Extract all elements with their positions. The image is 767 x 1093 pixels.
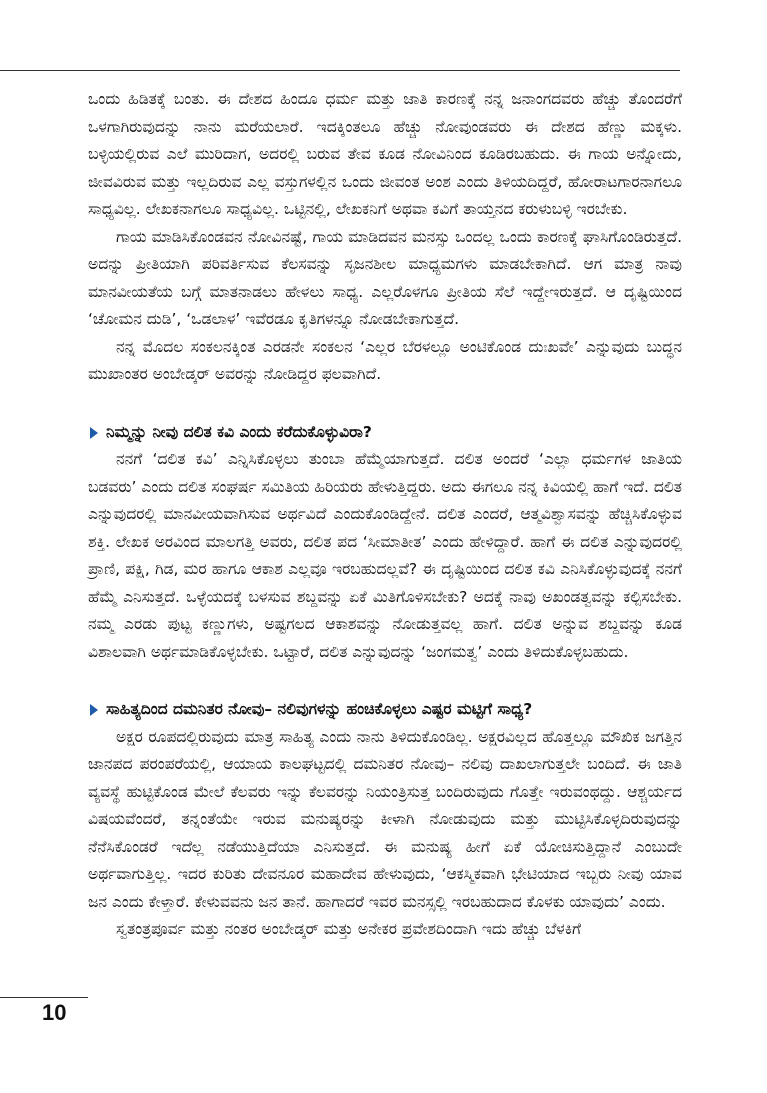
triangle-bullet-icon	[90, 427, 98, 439]
paragraph-intro-3: ನನ್ನ ಮೊದಲ ಸಂಕಲನಕ್ಕಿಂತ ಎರಡನೇ ಸಂಕಲನ ‘ಎಲ್ಲರ ಬೆರಳಲ್ಲೂ ಅಂಟಿಕೊಂಡ ದುಃಖವೇ’ ಎನ್ನುವುದು ಬುದ್ಧನ ಮುಖಾಂತರ ಅಂಬೇಡ್ಕರ್ ಅವರನ್ನು ನೋಡಿದ್ದರ ಫಲವಾಗಿದೆ.	[88, 337, 682, 383]
question-heading-1	[88, 419, 682, 447]
question-heading-2	[88, 696, 682, 724]
answer-paragraph-2-continued: ಸ್ವತಂತ್ರಪೂರ್ವ ಮತ್ತು ನಂತರ ಅಂಬೇಡ್ಕರ್ ಮತ್ತು ಅನೇಕರ ಪ್ರವೇಶದಿಂದಾಗಿ ಇದು ಹೆಚ್ಚು ಬೆಳಕಿಗೆ	[116, 920, 581, 938]
triangle-bullet-icon	[90, 704, 98, 716]
top-rule	[0, 70, 680, 71]
answer-paragraph-2: ಅಕ್ಷರ ರೂಪದಲ್ಲಿರುವುದು ಮಾತ್ರ ಸಾಹಿತ್ಯ ಎಂದು ನಾನು ತಿಳಿದುಕೊಂಡಿಲ್ಲ. ಅಕ್ಷರವಿಲ್ಲದ ಹೊತ್ತಲ್ಲೂ ಮೌಖಿಕ ಜಗತ್ತಿನ ಜಾನಪದ ಪರಂಪರೆಯಲ್ಲಿ, ಆಯಾಯ ಕಾಲಘಟ್ಟದಲ್ಲಿ ದಮನಿತರ ನೋವು– ನಲಿವು ದಾಖಲಾಗುತ್ತಲೇ ಬಂದಿದೆ. ಈ ಜಾತಿ ವ್ಯವಸ್ಥೆ ಹುಟ್ಟಿಕೊಂಡ ಮೇಲೆ ಕೆಲವರು ಇನ್ನು ಕೆಲವರನ್ನು ನಿಯಂತ್ರಿಸುತ್ತ ಬಂದಿರುವುದು ಗೊತ್ತೇ ಇರುವಂಥದ್ದು. ಆಶ್ಚರ್ಯದ ವಿಷಯವೆಂದರೆ, ತನ್ನಂತೆಯೇ ಇರುವ ಮನುಷ್ಯರನ್ನು ಕೀಳಾಗಿ ನೋಡುವುದು ಮತ್ತು ಮುಟ್ಟಿಸಿಕೊಳ್ಳದಿರುವುದನ್ನು ನೆನೆಸಿಕೊಂಡರೆ ಇದೆಲ್ಲ ನಡೆಯುತ್ತಿದೆಯಾ ಎನಿಸುತ್ತದೆ. ಈ ಮನುಷ್ಯ ಹೀಗೆ ಏಕೆ ಯೋಚಿಸುತ್ತಿದ್ದಾನೆ ಎಂಬುದೇ ಅರ್ಥವಾಗುತ್ತಿಲ್ಲ. ಇದರ ಕುರಿತು ದೇವನೂರ ಮಹಾದೇವ ಹೇಳುವುದು, ‘ಆಕಸ್ಮಿಕವಾಗಿ ಭೇಟಿಯಾದ ಇಬ್ಬರು ನೀವು ಯಾವ ಜನ ಎಂದು ಕೇಳ್ತಾರೆ. ಕೇಳುವವನು ಜನ ತಾನೆ. ಹಾಗಾದರೆ ಇವರ ಮನಸ್ಸಲ್ಲಿ ಇರಬಹುದಾದ ಕೊಳಕು ಯಾವುದು’ ಎಂದು.	[88, 727, 682, 911]
paragraph-intro-1: ಒಂದು ಹಿಡಿತಕ್ಕೆ ಬಂತು. ಈ ದೇಶದ ಹಿಂದೂ ಧರ್ಮ ಮತ್ತು ಜಾತಿ ಕಾರಣಕ್ಕೆ ನನ್ನ ಜನಾಂಗದವರು ಹೆಚ್ಚು ತೊಂದರೆಗೆ ಒಳಗಾಗಿರುವುದನ್ನು ನಾನು ಮರೆಯಲಾರೆ. ಇದಕ್ಕಿಂತಲೂ ಹೆಚ್ಚು ನೋವುಂಡವರು ಈ ದೇಶದ ಹೆಣ್ಣು ಮಕ್ಕಳು. ಬಳ್ಳಿಯಲ್ಲಿರುವ ಎಲೆ ಮುರಿದಾಗ, ಅದರಲ್ಲಿ ಬರುವ ತೇವ ಕೂಡ ನೋವಿನಿಂದ ಕೂಡಿರಬಹುದು. ಈ ಗಾಯ ಅನ್ನೋದು, ಜೀವವಿರುವ ಮತ್ತು ಇಲ್ಲದಿರುವ ಎಲ್ಲ ವಸ್ತುಗಳಲ್ಲಿನ ಒಂದು ಜೀವಂತ ಅಂಶ ಎಂದು ತಿಳಿಯದಿದ್ದರೆ, ಹೋರಾಟಗಾರನಾಗಲೂ ಸಾಧ್ಯವಿಲ್ಲ. ಲೇಖಕನಾಗಲೂ ಸಾಧ್ಯವಿಲ್ಲ. ಒಟ್ಟಿನಲ್ಲಿ, ಲೇಖಕನಿಗೆ ಅಥವಾ ಕವಿಗೆ ತಾಯ್ತನದ ಕರುಳುಬಳ್ಳಿ ಇರಬೇಕು.	[88, 90, 682, 218]
paragraph-intro-2: ಗಾಯ ಮಾಡಿಸಿಕೊಂಡವನ ನೋವಿನಷ್ಟೆ, ಗಾಯ ಮಾಡಿದವನ ಮನಸ್ಸು ಒಂದಲ್ಲ ಒಂದು ಕಾರಣಕ್ಕೆ ಘಾಸಿಗೊಂಡಿರುತ್ತದೆ. ಅದನ್ನು ಪ್ರೀತಿಯಾಗಿ ಪರಿವರ್ತಿಸುವ ಕೆಲಸವನ್ನು ಸೃಜನಶೀಲ ಮಾಧ್ಯಮಗಳು ಮಾಡಬೇಕಾಗಿದೆ. ಆಗ ಮಾತ್ರ ನಾವು ಮಾನವೀಯತೆಯ ಬಗ್ಗೆ ಮಾತನಾಡಲು ಹೇಳಲು ಸಾಧ್ಯ. ಎಲ್ಲರೊಳಗೂ ಪ್ರೀತಿಯ ಸೆಲೆ ಇದ್ದೇಇರುತ್ತದೆ. ಆ ದೃಷ್ಟಿಯಿಂದ ‘ಚೋಮನ ದುಡಿ’, ‘ಒಡಲಾಳ’ ಇವೆರಡೂ ಕೃತಿಗಳನ್ನೂ ನೋಡಬೇಕಾಗುತ್ತದೆ.	[88, 227, 682, 328]
question-text-1: ನಿಮ್ಮನ್ನು ನೀವು ದಲಿತ ಕವಿ ಎಂದು ಕರೆದುಕೊಳ್ಳುವಿರಾ?	[106, 422, 372, 441]
bottom-rule	[0, 997, 88, 998]
answer-paragraph-1: ನನಗೆ ‘ದಲಿತ ಕವಿ’ ಎನ್ನಿಸಿಕೊಳ್ಳಲು ತುಂಬಾ ಹೆಮ್ಮೆಯಾಗುತ್ತದೆ. ದಲಿತ ಅಂದರೆ ‘ಎಲ್ಲಾ ಧರ್ಮಗಳ ಜಾತಿಯ ಬಡವರು’ ಎಂದು ದಲಿತ ಸಂಘರ್ಷ ಸಮಿತಿಯ ಹಿರಿಯರು ಹೇಳುತ್ತಿದ್ದರು. ಅದು ಈಗಲೂ ನನ್ನ ಕಿವಿಯಲ್ಲಿ ಹಾಗೆ ಇದೆ. ದಲಿತ ಎನ್ನುವುದರಲ್ಲಿ ಮಾನವೀಯವಾಗಿಸುವ ಅರ್ಥವಿದೆ ಎಂದುಕೊಂಡಿದ್ದೇನೆ. ದಲಿತ ಎಂದರೆ, ಆತ್ಮವಿಶ್ವಾಸವನ್ನು ಹೆಚ್ಚಿಸಿಕೊಳ್ಳುವ ಶಕ್ತಿ. ಲೇಖಕ ಅರವಿಂದ ಮಾಲಗತ್ತಿ ಅವರು, ದಲಿತ ಪದ ‘ಸೀಮಾತೀತ’ ಎಂದು ಹೇಳಿದ್ದಾರೆ. ಹಾಗೆ ಈ ದಲಿತ ಎನ್ನುವುದರಲ್ಲಿ ಪ್ರಾಣಿ, ಪಕ್ಷಿ, ಗಿಡ, ಮರ ಹಾಗೂ ಆಕಾಶ ಎಲ್ಲವೂ ಇರಬಹುದಲ್ಲವೆ? ಈ ದೃಷ್ಟಿಯಿಂದ ದಲಿತ ಕವಿ ಎನಿಸಿಕೊಳ್ಳುವುದಕ್ಕೆ ನನಗೆ ಹೆಮ್ಮೆ ಎನಿಸುತ್ತದೆ. ಒಳ್ಳೆಯದಕ್ಕೆ ಬಳಸುವ ಶಬ್ದವನ್ನು ಏಕೆ ಮಿತಿಗೊಳಿಸಬೇಕು? ಅದಕ್ಕೆ ನಾವು ಅಖಂಡತ್ವವನ್ನು ಕಲ್ಪಿಸಬೇಕು. ನಮ್ಮ ಎರಡು ಪುಟ್ಟ ಕಣ್ಣುಗಳು, ಅಷ್ಟಗಲದ ಆಕಾಶವನ್ನು ನೋಡುತ್ತವಲ್ಲ ಹಾಗೆ. ದಲಿತ ಅನ್ನುವ ಶಬ್ದವನ್ನು ಕೂಡ ವಿಶಾಲವಾಗಿ ಅರ್ಥಮಾಡಿಕೊಳ್ಳಬೇಕು. ಒಟ್ಟಾರೆ, ದಲಿತ ಎನ್ನುವುದನ್ನು ‘ಜಂಗಮತ್ವ’ ಎಂದು ತಿಳಿದುಕೊಳ್ಳಬಹುದು.	[88, 450, 682, 661]
page-body	[88, 86, 682, 944]
page-number: 10	[42, 1000, 67, 1025]
question-text-2: ಸಾಹಿತ್ಯದಿಂದ ದಮನಿತರ ನೋವು– ನಲಿವುಗಳನ್ನು ಹಂಚಿಕೊಳ್ಳಲು ಎಷ್ಟರ ಮಟ್ಟಿಗೆ ಸಾಧ್ಯ?	[106, 700, 533, 718]
